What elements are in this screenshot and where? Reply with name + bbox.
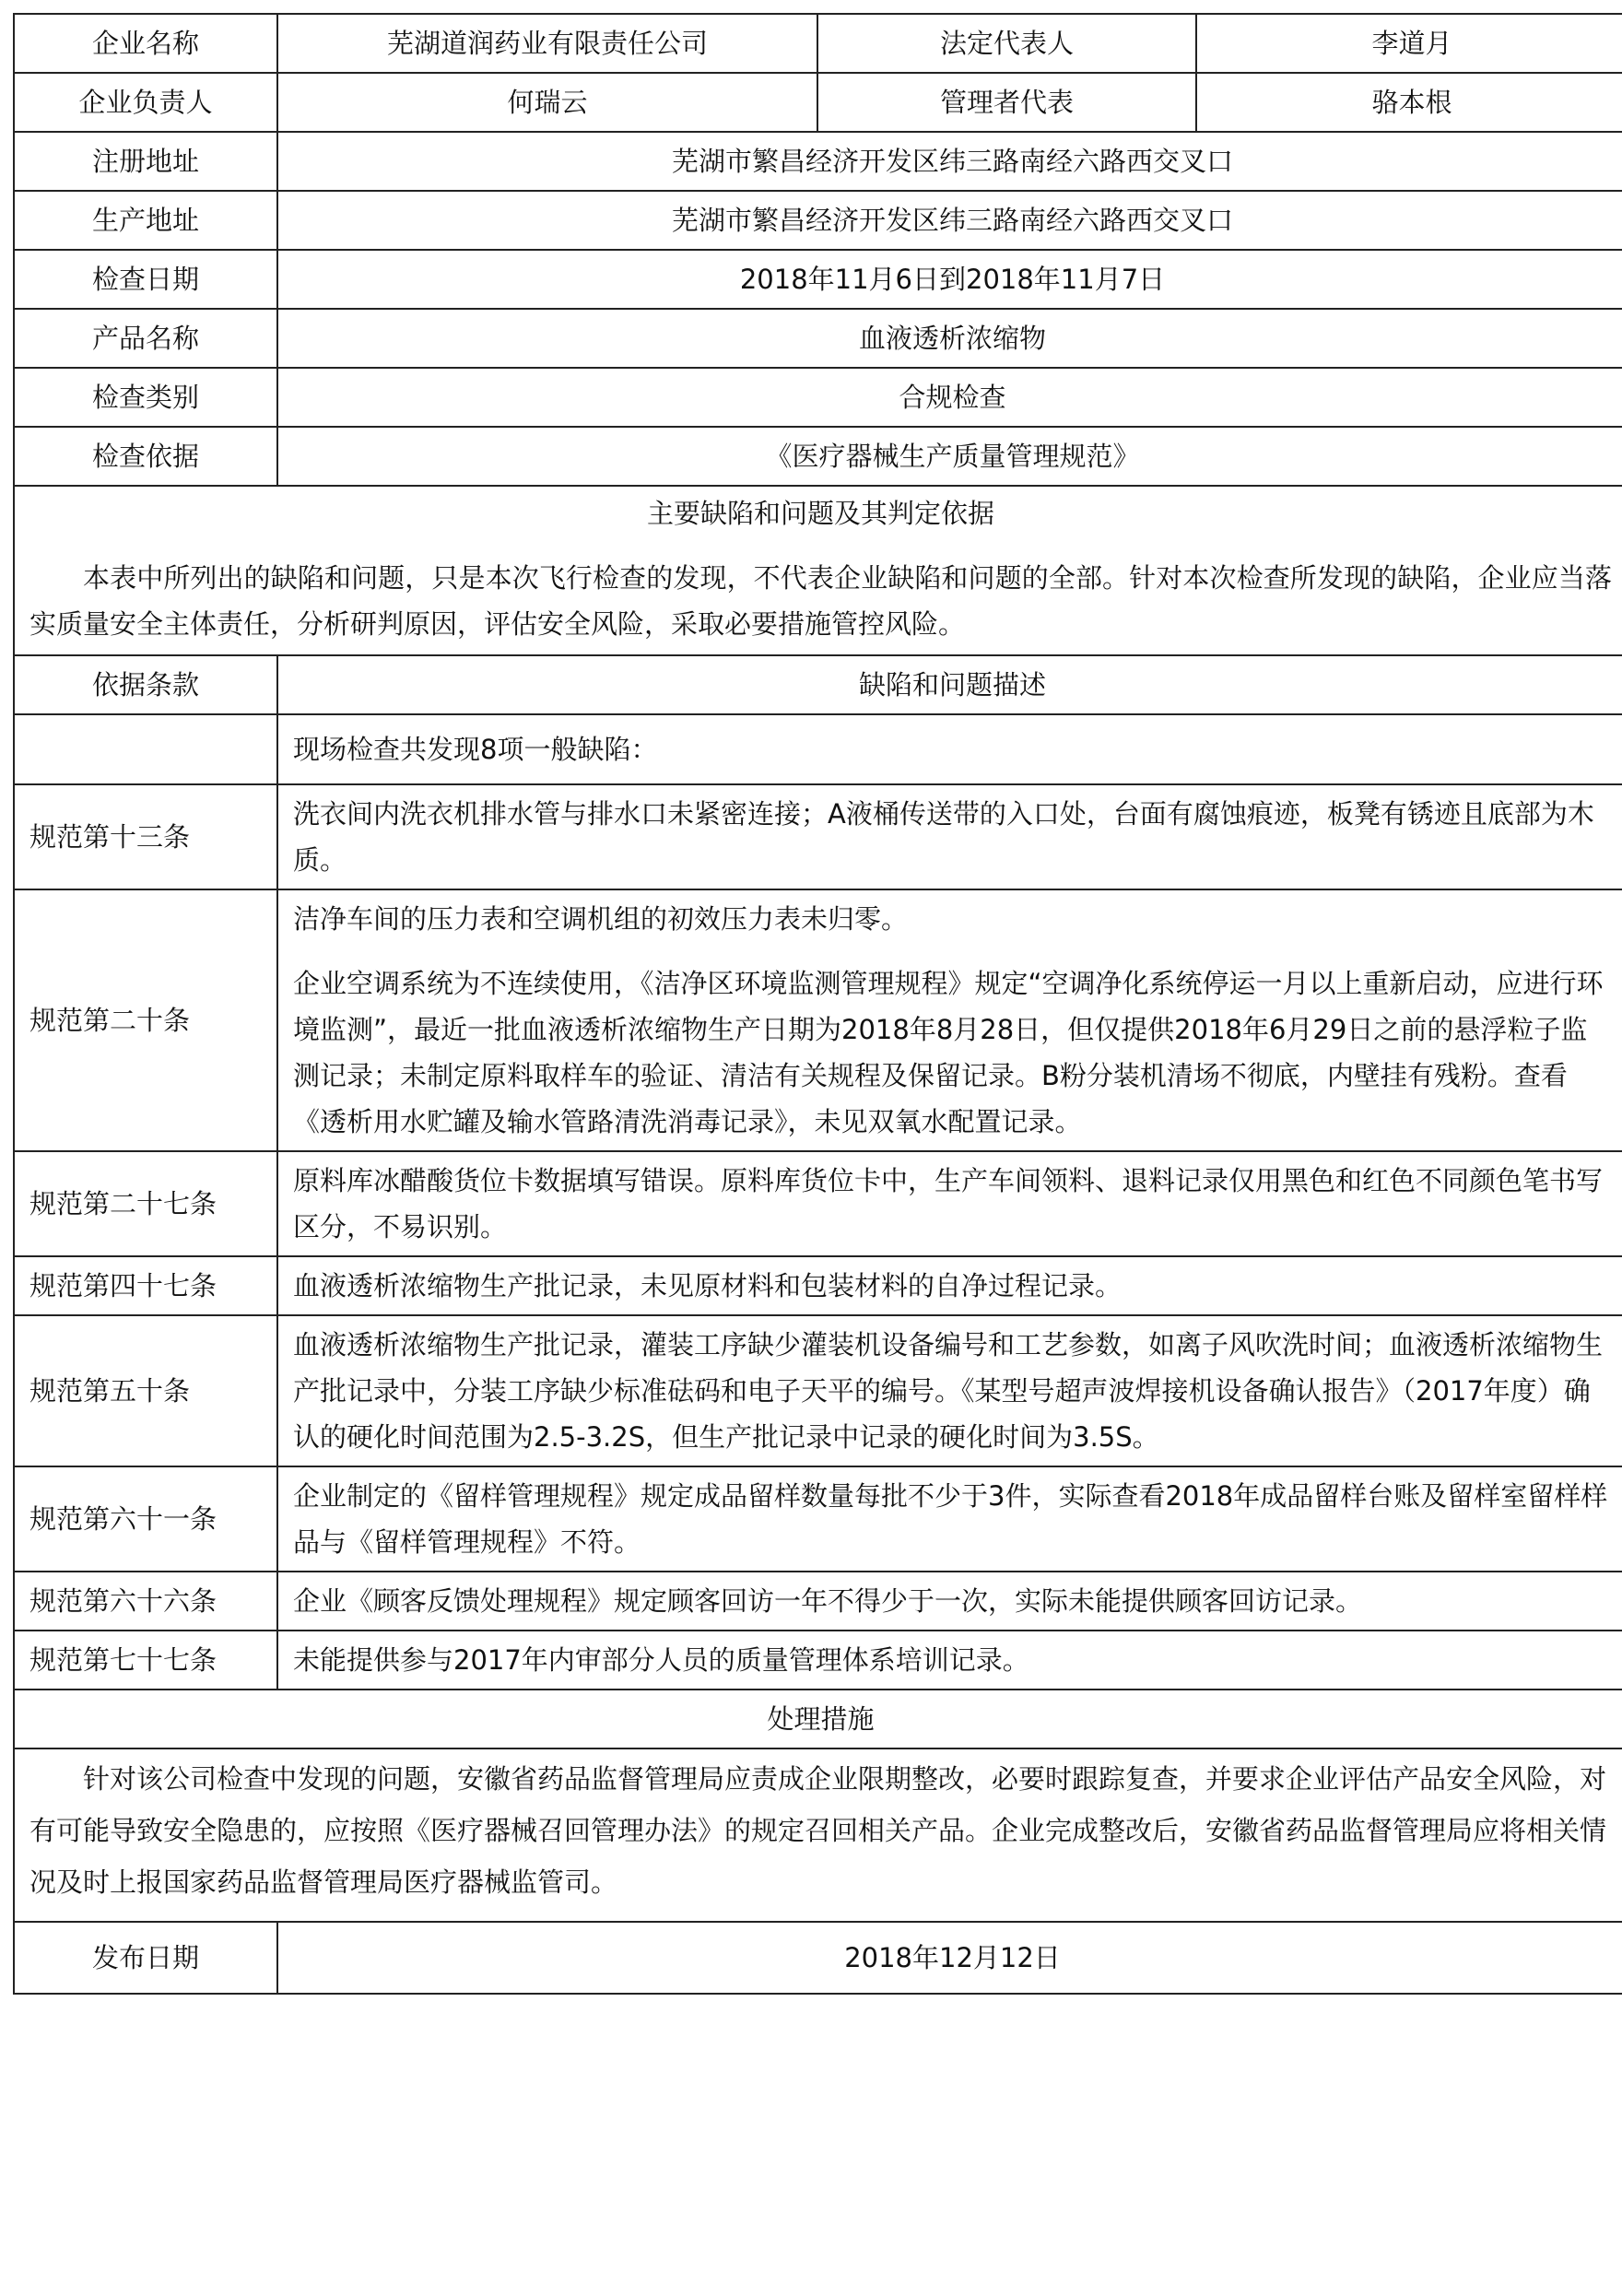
check-type: 合规检查 bbox=[277, 368, 1622, 427]
defect-clause: 规范第四十七条 bbox=[14, 1256, 277, 1315]
measures-text: 针对该公司检查中发现的问题，安徽省药品监督管理局应责成企业限期整改，必要时跟踪复查，并要求企业评估产品安全风险，对有可能导致安全隐患的，应按照《医疗器械召回管理办法》的规定召回相关产品。企业完成整改后，安徽省药品监督管理局应将相关情况及时上报国家药品监督管理局医疗器械监管司。 bbox=[14, 1748, 1622, 1922]
row-product bbox=[14, 309, 1622, 368]
defects-section bbox=[14, 486, 1622, 655]
defects-intro: 本表中所列出的缺陷和问题，只是本次飞行检查的发现，不代表企业缺陷和问题的全部。针对本次检查所发现的缺陷，企业应当落实质量安全主体责任，分析研判原因，评估安全风险，采取必要措施管控风险。 bbox=[29, 562, 1612, 640]
reg-address-label: 注册地址 bbox=[14, 132, 277, 191]
defect-row bbox=[14, 889, 1622, 1151]
report-table bbox=[13, 13, 1622, 1995]
product-name: 血液透析浓缩物 bbox=[277, 309, 1622, 368]
defect-clause: 规范第六十六条 bbox=[14, 1572, 277, 1631]
defect-description bbox=[277, 1151, 1622, 1256]
prod-address-label: 生产地址 bbox=[14, 191, 277, 250]
check-date-label: 检查日期 bbox=[14, 250, 277, 309]
defect-description bbox=[277, 1466, 1622, 1572]
defect-paragraph: 企业空调系统为不连续使用，《洁净区环境监测管理规程》规定“空调净化系统停运一月以上重新启动，应进行环境监测”，最近一批血液透析浓缩物生产日期为2018年8月28日，但仅提供2018年6月29日之前的悬浮粒子监测记录；未制定原料取样车的验证、清洁有关规程及保留记录。B粉分装机清场不彻底，内壁挂有残粉。查看《透析用水贮罐及输水管路清洗消毒记录》，未见双氧水配置记录。 bbox=[293, 968, 1604, 1137]
defect-row bbox=[14, 1256, 1622, 1315]
inspection-report bbox=[13, 13, 1622, 1995]
row-company bbox=[14, 14, 1622, 73]
defects-summary: 现场检查共发现8项一般缺陷： bbox=[277, 714, 1622, 784]
defect-paragraph: 企业《顾客反馈处理规程》规定顾客回访一年不得少于一次，实际未能提供顾客回访记录。 bbox=[293, 1585, 1363, 1617]
legal-rep-label: 法定代表人 bbox=[817, 14, 1196, 73]
row-reg-address bbox=[14, 132, 1622, 191]
summary-clause-empty bbox=[14, 714, 277, 784]
row-head bbox=[14, 73, 1622, 132]
basis-value: 《医疗器械生产质量管理规范》 bbox=[277, 427, 1622, 486]
row-check-type bbox=[14, 368, 1622, 427]
col-desc-header: 缺陷和问题描述 bbox=[277, 655, 1622, 714]
defect-row bbox=[14, 1315, 1622, 1466]
defect-row bbox=[14, 1151, 1622, 1256]
release-date: 2018年12月12日 bbox=[277, 1922, 1622, 1994]
prod-address: 芜湖市繁昌经济开发区纬三路南经六路西交叉口 bbox=[277, 191, 1622, 250]
defect-paragraph: 企业制定的《留样管理规程》规定成品留样数量每批不少于3件，实际查看2018年成品留样台账及留样室留样样品与《留样管理规程》不符。 bbox=[293, 1480, 1608, 1558]
check-date: 2018年11月6日到2018年11月7日 bbox=[277, 250, 1622, 309]
reg-address: 芜湖市繁昌经济开发区纬三路南经六路西交叉口 bbox=[277, 132, 1622, 191]
defect-row bbox=[14, 1466, 1622, 1572]
product-label: 产品名称 bbox=[14, 309, 277, 368]
defect-clause: 规范第二十七条 bbox=[14, 1151, 277, 1256]
row-defects-summary bbox=[14, 714, 1622, 784]
defects-section-title: 主要缺陷和问题及其判定依据 bbox=[646, 498, 994, 529]
row-defects-header bbox=[14, 486, 1622, 655]
check-type-label: 检查类别 bbox=[14, 368, 277, 427]
defect-paragraph: 洁净车间的压力表和空调机组的初效压力表未归零。 bbox=[293, 903, 909, 935]
row-measures-title bbox=[14, 1690, 1622, 1748]
defect-rows bbox=[14, 784, 1622, 1690]
defect-clause: 规范第二十条 bbox=[14, 889, 277, 1151]
defect-row bbox=[14, 1572, 1622, 1631]
measures-title: 处理措施 bbox=[14, 1690, 1622, 1748]
defect-paragraph: 未能提供参与2017年内审部分人员的质量管理体系培训记录。 bbox=[293, 1644, 1029, 1676]
defect-paragraph: 洗衣间内洗衣机排水管与排水口未紧密连接；A液桶传送带的入口处，台面有腐蚀痕迹，板凳有锈迹且底部为木质。 bbox=[293, 798, 1594, 876]
row-release bbox=[14, 1922, 1622, 1994]
company-name: 芜湖道润药业有限责任公司 bbox=[277, 14, 817, 73]
row-prod-address bbox=[14, 191, 1622, 250]
mgmt-rep-label: 管理者代表 bbox=[817, 73, 1196, 132]
head-value: 何瑞云 bbox=[277, 73, 817, 132]
defect-paragraph: 血液透析浓缩物生产批记录，灌装工序缺少灌装机设备编号和工艺参数，如离子风吹洗时间；血液透析浓缩物生产批记录中，分装工序缺少标准砝码和电子天平的编号。《某型号超声波焊接机设备确认报告》（2017年度）确认的硬化时间范围为2.5-3.2S，但生产批记录中记录的硬化时间为3.5S。 bbox=[293, 1329, 1604, 1453]
defect-clause: 规范第六十一条 bbox=[14, 1466, 277, 1572]
release-label: 发布日期 bbox=[14, 1922, 277, 1994]
defect-row bbox=[14, 1631, 1622, 1690]
defect-clause: 规范第十三条 bbox=[14, 784, 277, 889]
defect-clause: 规范第七十七条 bbox=[14, 1631, 277, 1690]
legal-rep: 李道月 bbox=[1196, 14, 1622, 73]
row-check-date bbox=[14, 250, 1622, 309]
company-name-label: 企业名称 bbox=[14, 14, 277, 73]
row-defects-columns bbox=[14, 655, 1622, 714]
head-label: 企业负责人 bbox=[14, 73, 277, 132]
mgmt-rep-value: 骆本根 bbox=[1196, 73, 1622, 132]
defect-description bbox=[277, 889, 1622, 1151]
row-basis bbox=[14, 427, 1622, 486]
defect-row bbox=[14, 784, 1622, 889]
defect-description bbox=[277, 784, 1622, 889]
defect-paragraph: 血液透析浓缩物生产批记录，未见原材料和包装材料的自净过程记录。 bbox=[293, 1270, 1122, 1301]
defect-description bbox=[277, 1256, 1622, 1315]
defect-description bbox=[277, 1572, 1622, 1631]
col-clause-header: 依据条款 bbox=[14, 655, 277, 714]
defect-paragraph: 原料库冰醋酸货位卡数据填写错误。原料库货位卡中，生产车间领料、退料记录仅用黑色和红色不同颜色笔书写区分，不易识别。 bbox=[293, 1165, 1604, 1242]
row-measures-text bbox=[14, 1748, 1622, 1922]
defect-description bbox=[277, 1631, 1622, 1690]
defect-description bbox=[277, 1315, 1622, 1466]
defect-clause: 规范第五十条 bbox=[14, 1315, 277, 1466]
basis-label: 检查依据 bbox=[14, 427, 277, 486]
